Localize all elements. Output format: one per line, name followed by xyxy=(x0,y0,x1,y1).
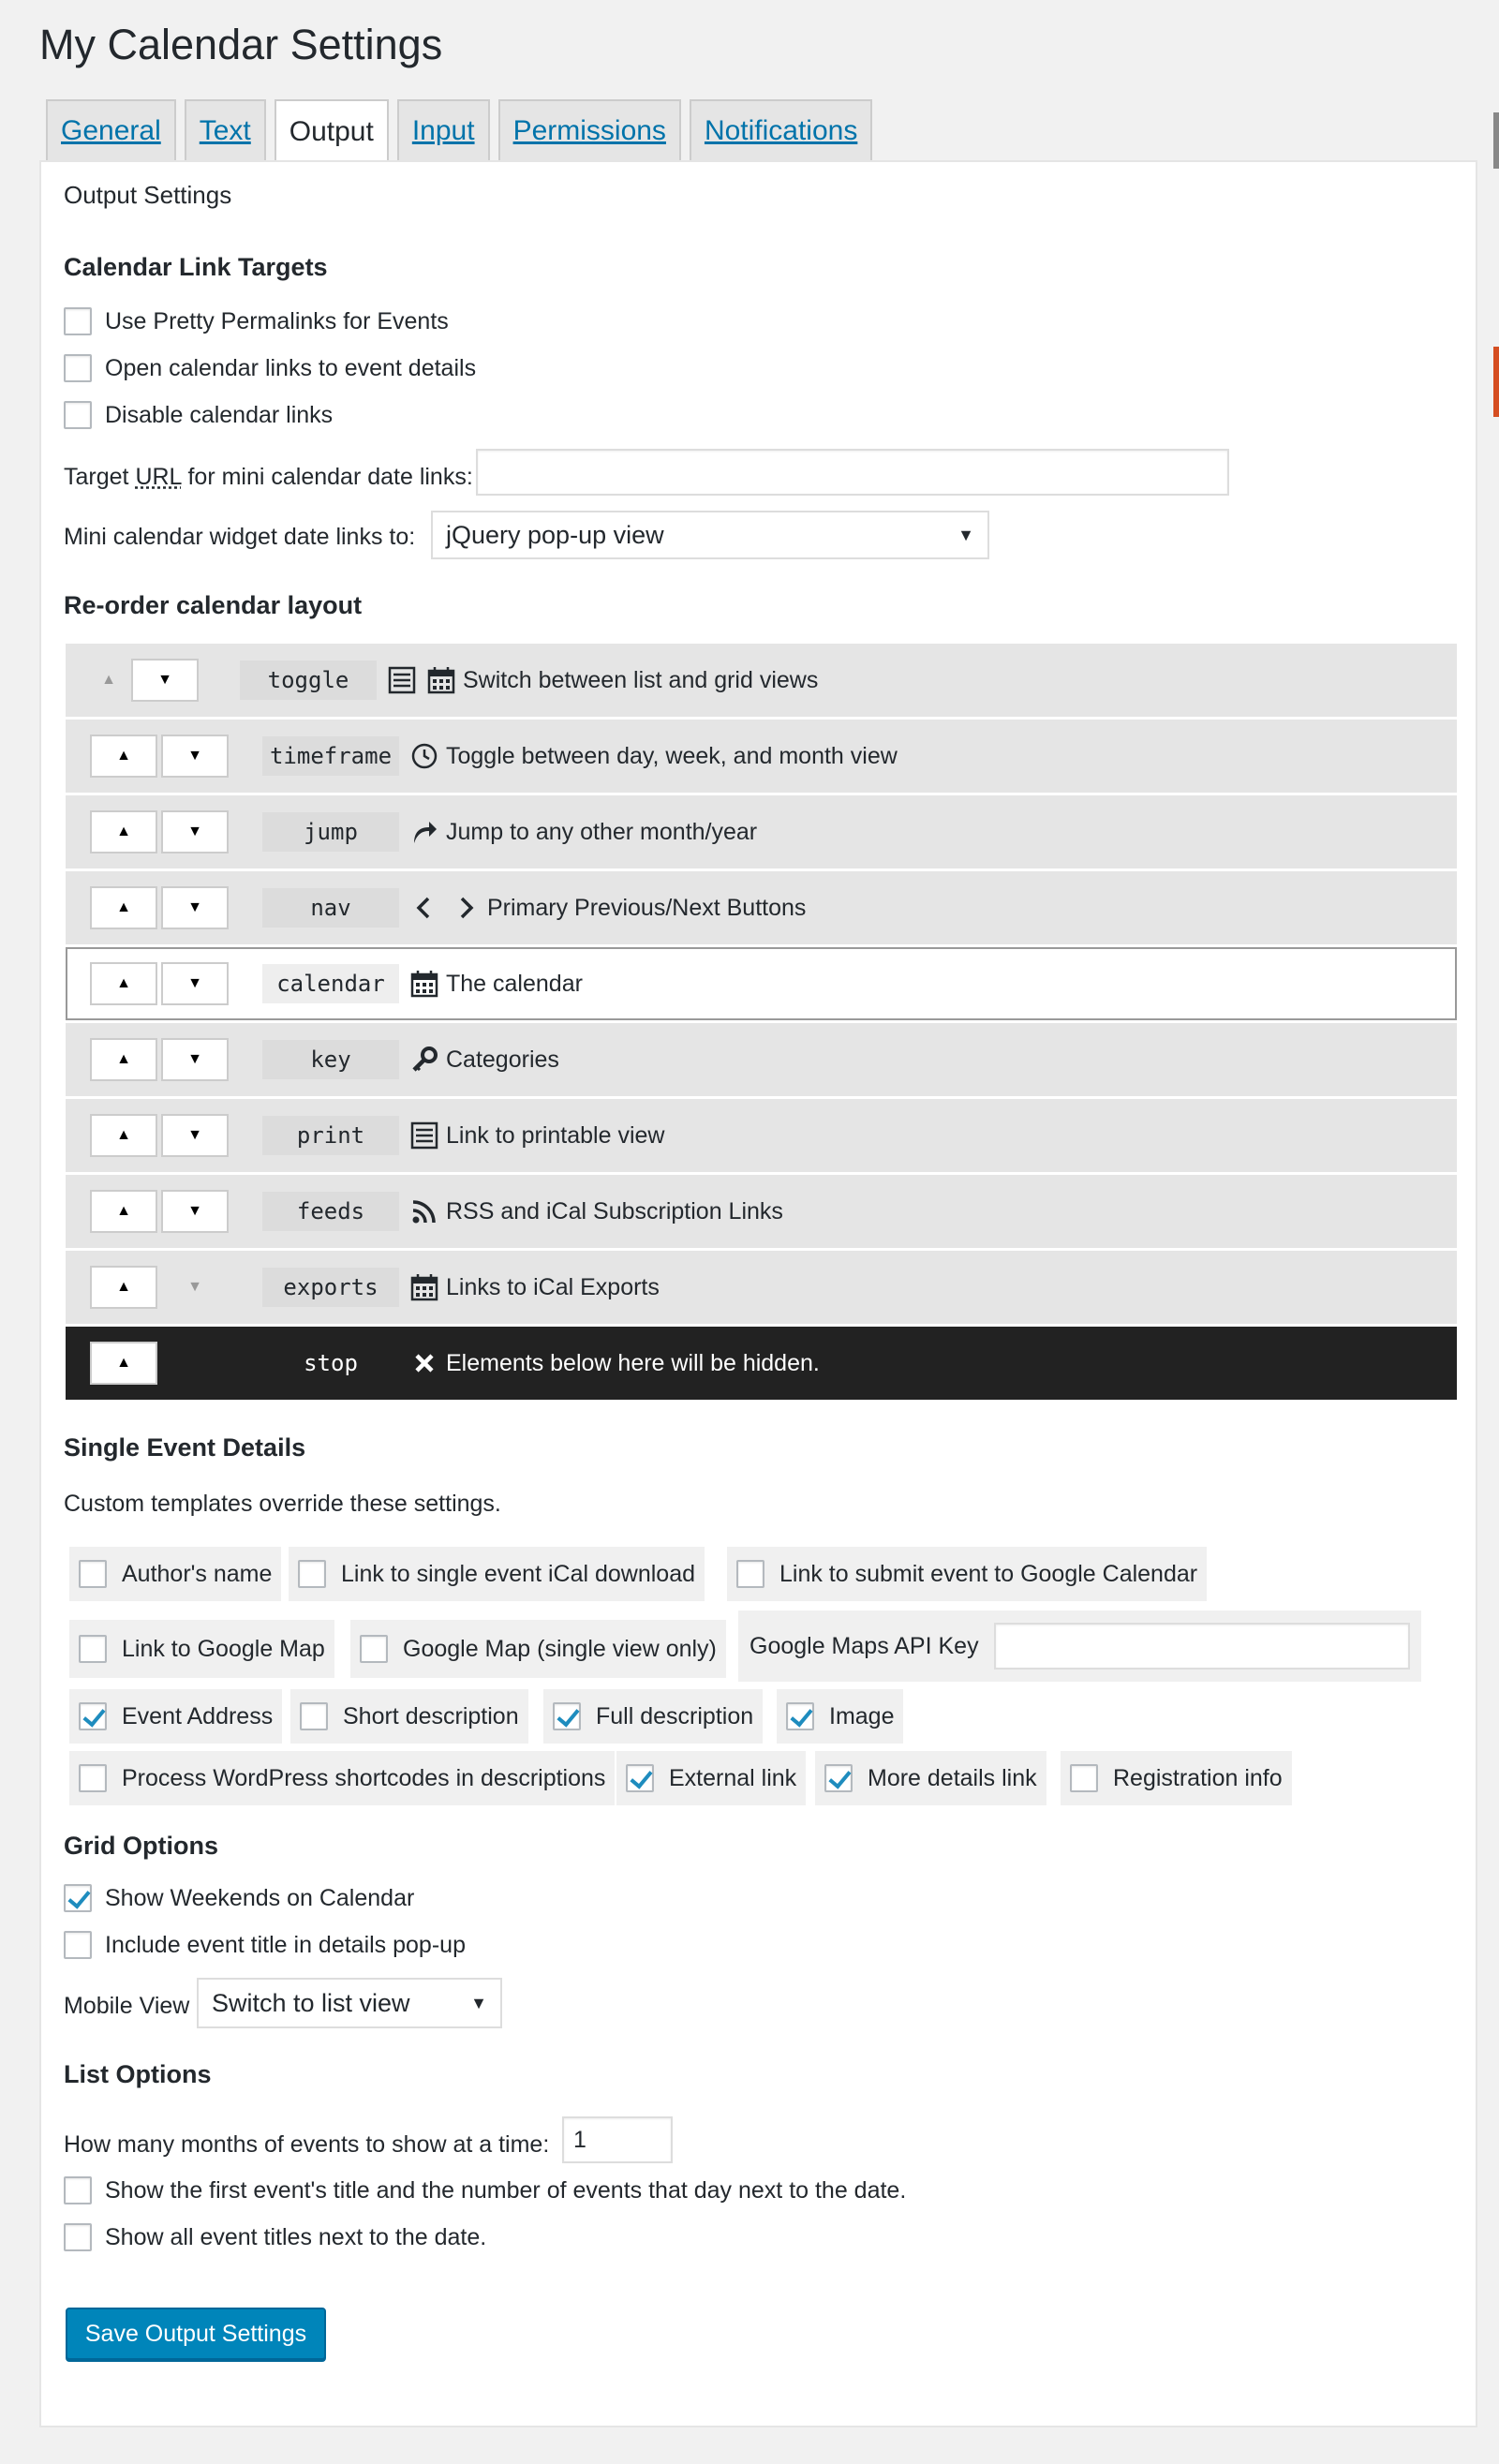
mini-widget-value: jQuery pop-up view xyxy=(446,520,664,549)
rss-icon xyxy=(408,1195,440,1227)
move-down-button[interactable]: ▼ xyxy=(131,659,199,702)
grid-options-heading: Grid Options xyxy=(64,1832,218,1860)
api-key-label: Google Maps API Key xyxy=(750,1632,979,1659)
option-more-details-link[interactable] xyxy=(815,1751,1046,1805)
target-url-label-post: for mini calendar date links: xyxy=(181,464,473,490)
move-up-button[interactable]: ▲ xyxy=(90,1342,157,1385)
chevron-down-icon: ▼ xyxy=(957,525,974,544)
option-label: Short description xyxy=(343,1702,519,1729)
option-all-event-titles[interactable] xyxy=(64,2223,486,2251)
target-url-label xyxy=(64,464,473,491)
option-label: Link to single event iCal download xyxy=(341,1560,696,1587)
layout-label: The calendar xyxy=(446,970,583,997)
move-down-button[interactable]: ▼ xyxy=(161,810,229,853)
layout-row-stop[interactable] xyxy=(66,1327,1457,1400)
layout-code: key xyxy=(262,1040,399,1079)
option-google-map-single[interactable] xyxy=(350,1620,726,1678)
tab-notifications[interactable]: Notifications xyxy=(690,99,872,161)
single-event-heading: Single Event Details xyxy=(64,1433,306,1462)
layout-row-print[interactable] xyxy=(66,1099,1457,1172)
option-ical-download[interactable] xyxy=(289,1547,705,1601)
option-google-map-link[interactable] xyxy=(69,1620,334,1678)
layout-code: stop xyxy=(304,1350,358,1376)
checkbox[interactable] xyxy=(79,1635,107,1663)
checkbox[interactable] xyxy=(64,2176,92,2204)
option-label: Image xyxy=(829,1702,895,1729)
layout-label: Elements below here will be hidden. xyxy=(446,1349,820,1376)
calendar-icon xyxy=(408,1271,440,1303)
save-output-settings-button[interactable]: Save Output Settings xyxy=(66,2308,326,2360)
list-icon xyxy=(386,664,418,696)
layout-row-exports[interactable] xyxy=(66,1251,1457,1324)
target-url-label-pre: Target xyxy=(64,464,136,490)
option-label: Event Address xyxy=(122,1702,274,1729)
tab-text[interactable]: Text xyxy=(185,99,266,161)
calendar-icon xyxy=(425,664,457,696)
chevron-right-icon xyxy=(450,892,482,924)
option-external-link[interactable] xyxy=(616,1751,806,1805)
option-label: Use Pretty Permalinks for Events xyxy=(105,307,449,334)
option-label: External link xyxy=(669,1764,797,1791)
url-abbr: URL xyxy=(135,464,182,490)
move-down-button[interactable]: ▼ xyxy=(161,735,229,778)
mobile-view-value: Switch to list view xyxy=(212,1988,410,2017)
checkbox[interactable] xyxy=(64,1931,92,1959)
move-up-button[interactable]: ▲ xyxy=(90,1190,157,1233)
key-icon xyxy=(408,1044,440,1076)
move-down-button[interactable]: ▼ xyxy=(161,886,229,929)
option-process-shortcodes[interactable] xyxy=(69,1751,615,1805)
checkbox[interactable] xyxy=(79,1702,107,1730)
link-targets-heading: Calendar Link Targets xyxy=(64,253,328,281)
layout-label: Toggle between day, week, and month view xyxy=(446,742,898,769)
option-label: Registration info xyxy=(1113,1764,1283,1791)
layout-row-key[interactable] xyxy=(66,1023,1457,1096)
clock-icon xyxy=(408,740,440,772)
option-label: Link to submit event to Google Calendar xyxy=(779,1560,1198,1587)
option-label: Author's name xyxy=(122,1560,273,1587)
checkbox[interactable] xyxy=(79,1560,107,1588)
mobile-view-label: Mobile View xyxy=(64,1993,190,2019)
target-url-input[interactable] xyxy=(476,449,1229,496)
tab-general[interactable]: General xyxy=(46,99,176,161)
layout-code: timeframe xyxy=(262,736,399,776)
layout-label: Jump to any other month/year xyxy=(446,818,758,845)
option-full-description[interactable] xyxy=(543,1689,763,1744)
option-image[interactable] xyxy=(777,1689,903,1744)
checkbox[interactable] xyxy=(824,1764,853,1792)
checkbox[interactable] xyxy=(64,354,92,382)
checkbox[interactable] xyxy=(1070,1764,1098,1792)
move-up-button[interactable]: ▲ xyxy=(90,962,157,1005)
option-label: Full description xyxy=(596,1702,754,1729)
months-input[interactable]: 1 xyxy=(562,2116,673,2163)
layout-label: Links to iCal Exports xyxy=(446,1273,660,1300)
option-label: Show Weekends on Calendar xyxy=(105,1884,415,1911)
move-up-button[interactable]: ▲ xyxy=(90,1266,157,1309)
move-up-button[interactable]: ▲ xyxy=(90,886,157,929)
option-disable-links[interactable] xyxy=(64,401,333,429)
layout-row-timeframe[interactable] xyxy=(66,720,1457,793)
move-down-button[interactable]: ▼ xyxy=(161,1114,229,1157)
move-down-button[interactable]: ▼ xyxy=(161,1190,229,1233)
move-down-button[interactable]: ▼ xyxy=(161,962,229,1005)
move-down-disabled-icon: ▼ xyxy=(187,1279,202,1295)
layout-row-calendar[interactable] xyxy=(66,947,1457,1020)
checkbox[interactable] xyxy=(298,1560,326,1588)
layout-label: Primary Previous/Next Buttons xyxy=(487,894,807,921)
settings-tabs xyxy=(46,99,872,161)
mini-widget-label: Mini calendar widget date links to: xyxy=(64,524,416,550)
close-icon xyxy=(408,1347,440,1379)
layout-row-nav[interactable] xyxy=(66,871,1457,944)
move-down-button[interactable]: ▼ xyxy=(161,1038,229,1081)
layout-code: calendar xyxy=(262,964,399,1003)
option-label: Open calendar links to event details xyxy=(105,354,477,381)
option-label: Show all event titles next to the date. xyxy=(105,2223,487,2250)
list-icon xyxy=(408,1120,440,1151)
option-pretty-permalinks[interactable] xyxy=(64,307,449,335)
option-label: Link to Google Map xyxy=(122,1635,325,1662)
layout-code: toggle xyxy=(240,661,377,700)
output-settings-title: Output Settings xyxy=(64,181,232,209)
checkbox[interactable] xyxy=(786,1702,814,1730)
single-event-note: Custom templates override these settings. xyxy=(64,1491,501,1517)
option-label: Disable calendar links xyxy=(105,401,334,428)
checkbox[interactable] xyxy=(553,1702,581,1730)
option-include-event-title[interactable] xyxy=(64,1931,466,1959)
api-key-input[interactable] xyxy=(994,1623,1410,1670)
calendar-icon xyxy=(408,968,440,1000)
option-open-event-details[interactable] xyxy=(64,354,476,382)
option-label: Google Map (single view only) xyxy=(403,1635,717,1662)
scroll-edge xyxy=(1493,112,1499,169)
checkbox[interactable] xyxy=(64,1884,92,1912)
output-settings-panel xyxy=(39,160,1477,2427)
layout-code: nav xyxy=(262,888,399,928)
mini-widget-select[interactable] xyxy=(431,511,989,559)
layout-code: jump xyxy=(262,812,399,852)
checkbox[interactable] xyxy=(79,1764,107,1792)
move-up-button[interactable]: ▲ xyxy=(90,1038,157,1081)
layout-row-feeds[interactable] xyxy=(66,1175,1457,1248)
layout-code: print xyxy=(262,1116,399,1155)
tab-output[interactable]: Output xyxy=(275,99,389,163)
layout-row-toggle[interactable] xyxy=(66,644,1457,717)
list-options-heading: List Options xyxy=(64,2060,212,2088)
option-short-description[interactable] xyxy=(290,1689,528,1744)
months-label: How many months of events to show at a time: xyxy=(64,2131,550,2158)
move-up-disabled-icon: ▲ xyxy=(101,672,116,688)
google-maps-api-key xyxy=(738,1611,1421,1682)
checkbox[interactable] xyxy=(626,1764,654,1792)
option-show-weekends[interactable] xyxy=(64,1884,414,1912)
tab-permissions[interactable]: Permissions xyxy=(498,99,681,161)
checkbox[interactable] xyxy=(736,1560,764,1588)
page-title: My Calendar Settings xyxy=(39,21,443,68)
layout-code: exports xyxy=(262,1268,399,1307)
checkbox[interactable] xyxy=(300,1702,328,1730)
checkbox[interactable] xyxy=(64,401,92,429)
move-up-button[interactable]: ▲ xyxy=(90,1114,157,1157)
layout-label: Switch between list and grid views xyxy=(463,666,819,693)
option-label: Show the first event's title and the number of events that day next to the date. xyxy=(105,2176,907,2204)
share-arrow-icon xyxy=(408,816,440,848)
layout-code: feeds xyxy=(262,1192,399,1231)
layout-heading: Re-order calendar layout xyxy=(64,591,363,619)
move-up-button[interactable]: ▲ xyxy=(90,810,157,853)
layout-label: Link to printable view xyxy=(446,1121,665,1149)
tab-input[interactable]: Input xyxy=(397,99,490,161)
option-google-calendar[interactable] xyxy=(727,1547,1207,1601)
chevron-left-icon xyxy=(408,892,440,924)
option-label: More details link xyxy=(868,1764,1037,1791)
layout-label: Categories xyxy=(446,1046,559,1073)
option-authors-name[interactable] xyxy=(69,1547,281,1601)
layout-row-jump[interactable] xyxy=(66,795,1457,868)
option-label: Include event title in details pop-up xyxy=(105,1931,466,1958)
option-registration-info[interactable] xyxy=(1061,1751,1292,1805)
checkbox[interactable] xyxy=(64,307,92,335)
move-up-button[interactable]: ▲ xyxy=(90,735,157,778)
layout-label: RSS and iCal Subscription Links xyxy=(446,1197,783,1225)
checkbox[interactable] xyxy=(64,2223,92,2251)
option-label: Process WordPress shortcodes in descriptions xyxy=(122,1764,606,1791)
chevron-down-icon: ▼ xyxy=(470,1993,487,2012)
option-first-event-title[interactable] xyxy=(64,2176,906,2204)
scroll-edge-accent xyxy=(1493,347,1499,417)
checkbox[interactable] xyxy=(360,1635,388,1663)
option-event-address[interactable] xyxy=(69,1689,282,1744)
mobile-view-select[interactable] xyxy=(197,1978,502,2028)
